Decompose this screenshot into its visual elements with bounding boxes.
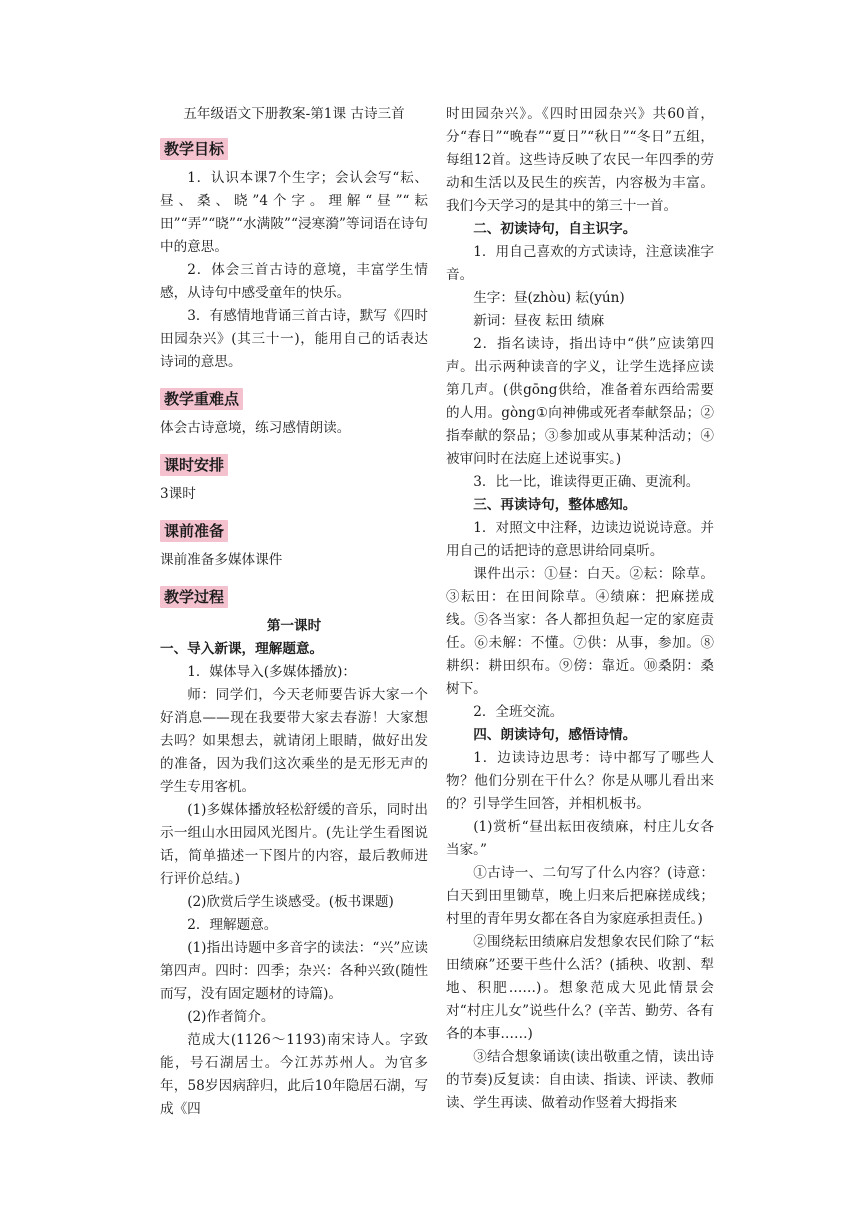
paragraph: (2)作者简介。 bbox=[187, 1009, 275, 1025]
paragraph: 二、初读诗句，自主识字。 bbox=[473, 221, 637, 237]
paragraph: ②围绕耘田绩麻启发想象农民们除了“耘田绩麻”还要干些什么活？(插秧、收割、犁地、积肥……)。想象范成大见此情景会对“村庄儿女”说些什么？(辛苦、勤劳、各有各的本事……) bbox=[446, 934, 714, 1042]
goal-item: 2．体会三首古诗的意境，丰富学生情感，从诗句中感受童年的快乐。 bbox=[160, 262, 428, 301]
paragraph: (1)赏析“昼出耘田夜绩麻，村庄儿女各当家。” bbox=[446, 819, 714, 858]
paragraph: (1)多媒体播放轻松舒缓的音乐，同时出示一组山水田园风光图片。(先让学生看图说话，简单描述一下图片的内容，最后教师进行评价总结。) bbox=[160, 802, 428, 887]
paragraph: 1．用自己喜欢的方式读诗，注意读准字音。 bbox=[446, 244, 714, 283]
paragraph: 1．边读诗边思考：诗中都写了哪些人物？他们分别在干什么？你是从哪儿看出来的？引导学生回答，并相机板书。 bbox=[446, 750, 714, 812]
section-header-prep: 课前准备 bbox=[160, 520, 228, 542]
section-header-goals: 教学目标 bbox=[160, 138, 228, 160]
schedule-text: 3课时 bbox=[160, 486, 196, 502]
paragraph: 第一课时 bbox=[266, 618, 322, 634]
paragraph: 2．全班交流。 bbox=[473, 704, 564, 720]
paragraph: 1．媒体导入(多媒体播放)： bbox=[187, 664, 356, 680]
prep-text: 课前准备多媒体课件 bbox=[160, 552, 283, 568]
paragraph: 师：同学们，今天老师要告诉大家一个好消息——现在我要带大家去春游！大家想去吗？如果想去，就请闭上眼睛，做好出发的准备，因为我们这次乘坐的是无形无声的学生专用客机。 bbox=[160, 687, 428, 795]
section-header-difficulty: 教学重难点 bbox=[160, 388, 243, 410]
paragraph: 2．理解题意。 bbox=[187, 917, 278, 933]
paragraph: 2．指名读诗，指出诗中“供”应读第四声。出示两种读音的字义，让学生选择应读第几声。(供gōng供给，准备着东西给需要的人用。gòng①向神佛或死者奉献祭品；②指奉献的祭品；③参加或从事某种活动；④被审问时在法庭上述说事实。) bbox=[446, 336, 714, 467]
left-column bbox=[160, 103, 428, 1121]
paragraph: (1)指出诗题中多音字的读法：“兴”应读第四声。四时：四季；杂兴：各种兴致(随性而写，没有固定题材的诗篇)。 bbox=[160, 940, 428, 1002]
paragraph: 课件出示：①昼：白天。②耘：除草。③耘田：在田间除草。④绩麻：把麻搓成线。⑤各当家：各人都担负起一定的家庭责任。⑥未解：不懂。⑦供：从事，参加。⑧耕织：耕田织布。⑨傍：靠近。⑩桑阴：桑树下。 bbox=[446, 566, 714, 697]
left-body bbox=[160, 615, 428, 1121]
section-header-process: 教学过程 bbox=[160, 586, 228, 608]
paragraph: 一、导入新课，理解题意。 bbox=[160, 641, 324, 657]
paragraph: ③结合想象诵读(读出敬重之情，读出诗的节奏)反复读：自由读、指读、评读、教师读、学生再读、做着动作竖着大拇指来 bbox=[446, 1049, 714, 1111]
paragraph: 1．对照文中注释，边读边说说诗意。并用自己的话把诗的意思讲给同桌听。 bbox=[446, 520, 714, 559]
paragraph: 三、再读诗句，整体感知。 bbox=[473, 497, 637, 513]
paragraph: 3．比一比，谁读得更正确、更流利。 bbox=[473, 474, 700, 490]
section-header-schedule: 课时安排 bbox=[160, 454, 228, 476]
paragraph: 四、朗读诗句，感悟诗情。 bbox=[473, 727, 637, 743]
paragraph: 时田园杂兴》。《四时田园杂兴》共60首，分“春日”“晚春”“夏日”“秋日”“冬日”五组，每组12首。这些诗反映了农民一年四季的劳动和生活以及民生的疾苦，内容极为丰富。我们今天学习的是其中的第三十一首。 bbox=[446, 106, 714, 214]
paragraph: 生字：昼(zhòu) 耘(yún) bbox=[473, 290, 625, 306]
goal-item: 1．认识本课7个生字；会认会写“耘、昼、桑、晓”4个字。理解“昼”“耘田”“弄”“晓”“水满陂”“浸寒漪”等词语在诗句中的意思。 bbox=[160, 170, 428, 255]
difficulty-text: 体会古诗意境，练习感情朗读。 bbox=[160, 420, 351, 436]
right-column bbox=[446, 103, 714, 1115]
paragraph: (2)欣赏后学生谈感受。(板书课题) bbox=[187, 894, 394, 910]
right-body bbox=[446, 103, 714, 1115]
document-title: 五年级语文下册教案-第1课 古诗三首 bbox=[183, 106, 405, 122]
paragraph: ①古诗一、二句写了什么内容？(诗意：白天到田里锄草，晚上归来后把麻搓成线；村里的青年男女都在各自为家庭承担责任。) bbox=[446, 865, 714, 927]
paragraph: 新词：昼夜 耘田 绩麻 bbox=[473, 313, 605, 329]
paragraph: 范成大(1126～1193)南宋诗人。字致能，号石湖居士。今江苏苏州人。为官多年，58岁因病辞归，此后10年隐居石湖，写成《四 bbox=[160, 1032, 428, 1117]
goal-item: 3．有感情地背诵三首古诗，默写《四时田园杂兴》(其三十一)，能用自己的话表达诗词的意思。 bbox=[160, 308, 428, 370]
